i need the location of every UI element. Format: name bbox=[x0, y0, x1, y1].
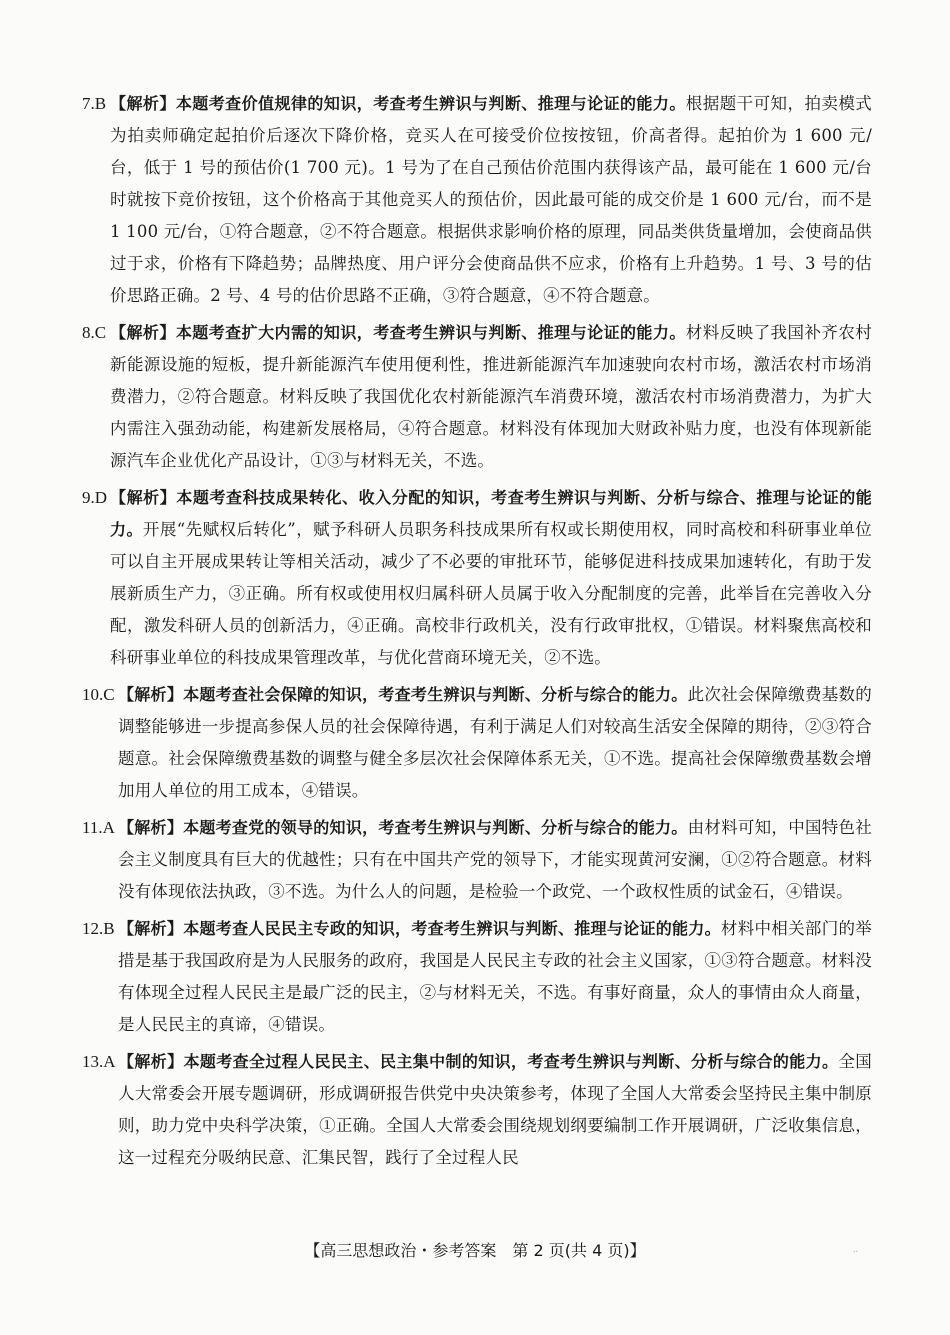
item-text: 此次社会保障缴费基数的调整能够进一步提高参保人员的社会保障待遇，有利于满足人们对较高生活安全保障的期待，②③符合题意。社会保障缴费基数的调整与健全多层次社会保障体系无关，①不选。提高社会保障缴费基数会增加用人单位的用工成本，④错误。 bbox=[118, 685, 872, 800]
item-number: 12.B bbox=[82, 919, 115, 938]
analysis-tag: 【解析】 bbox=[110, 94, 176, 113]
item-lead: 本题考查扩大内需的知识，考查考生辨识与判断、推理与论证的能力。 bbox=[175, 323, 686, 342]
item-text: 材料中相关部门的举措是基于我国政府是为人民服务的政府，我国是人民民主专政的社会主义国家，①③符合题意。材料没有体现全过程人民民主是最广泛的民主，②与材料无关，不选。有事好商量，众人的事情由众人商量，是人民民主的真谛，④错误。 bbox=[118, 919, 872, 1034]
item-number: 9.D bbox=[82, 488, 108, 507]
item-body bbox=[110, 482, 872, 674]
item-body bbox=[118, 913, 872, 1041]
page-footer: 【高三思想政治・参考答案 第 2 页(共 4 页)】 bbox=[304, 1241, 646, 1260]
item-text: 开展“先赋权后转化”，赋予科研人员职务科技成果所有权或长期使用权，同时高校和科研事业单位可以自主开展成果转让等相关活动，减少了不必要的审批环节，能够促进科技成果加速转化，有助于发展新质生产力，③正确。所有权或使用权归属科研人员属于收入分配制度的完善，此举旨在完善收入分配，激发科研人员的创新活力，④正确。高校非行政机关，没有行政审批权，①错误。材料聚焦高校和科研事业单位的科技成果管理改革，与优化营商环境无关，②不选。 bbox=[110, 520, 872, 667]
item-text: 全国人大常委会开展专题调研，形成调研报告供党中央决策参考，体现了全国人大常委会坚持民主集中制原则，助力党中央科学决策，①正确。全国人大常委会围绕规划纲要编制工作开展调研，广泛收集信息，这一过程充分吸纳民意、汇集民智，践行了全过程人民 bbox=[118, 1052, 872, 1167]
item-body bbox=[110, 88, 872, 312]
item-number: 8.C bbox=[82, 323, 107, 342]
item-lead: 本题考查人民民主专政的知识，考查考生辨识与判断、推理与论证的能力。 bbox=[183, 919, 721, 938]
item-lead: 本题考查党的领导的知识，考查考生辨识与判断、分析与综合的能力。 bbox=[183, 818, 688, 837]
answer-item-9 bbox=[82, 482, 872, 674]
item-body bbox=[118, 679, 872, 807]
item-body bbox=[110, 317, 872, 477]
item-lead: 本题考查科技成果转化、收入分配的知识，考查考生辨识与判断、分析与综合、推理与论证的能力。 bbox=[110, 488, 872, 539]
item-number: 7.B bbox=[82, 94, 107, 113]
analysis-tag: 【解析】 bbox=[118, 685, 184, 704]
item-body bbox=[118, 1046, 872, 1174]
analysis-tag: 【解析】 bbox=[110, 488, 177, 507]
analysis-tag: 【解析】 bbox=[110, 323, 176, 342]
answer-list bbox=[82, 88, 872, 1179]
answer-item-11 bbox=[82, 812, 872, 908]
answer-item-7 bbox=[82, 88, 872, 312]
item-text: 由材料可知，中国特色社会主义制度具有巨大的优越性；只有在中国共产党的领导下，才能实现黄河安澜，①②符合题意。材料没有体现依法执政，③不选。为什么人的问题，是检验一个政党、一个政权性质的试金石，④错误。 bbox=[118, 818, 872, 901]
item-text: 根据题干可知，拍卖模式为拍卖师确定起拍价后逐次下降价格，竞买人在可接受价位按按钮，价高者得。起拍价为 1 600 元/台，低于 1 号的预估价(1 700 元)。1 号为了在自己预估价范围内获得该产品，最可能在 1 600 元/台时就按下竞价按钮，这个价格高于其他竞买人的预估价，因此最可能的成交价是 1 600 元/台，而不是 1 100 元/台，①符合题意，②不符合题意。根据供求影响价格的原理，同品类供货量增加，会使商品供过于求，价格有下降趋势；品牌热度、用户评分会使商品供不应求，价格有上升趋势。1 号、3 号的估价思路正确。2 号、4 号的估价思路不正确，③符合题意，④不符合题意。 bbox=[110, 94, 873, 305]
item-body bbox=[118, 812, 872, 908]
answer-item-10 bbox=[82, 679, 872, 807]
item-number: 11.A bbox=[82, 818, 115, 837]
item-lead: 本题考查全过程人民民主、民主集中制的知识，考查考生辨识与判断、分析与综合的能力。 bbox=[183, 1052, 839, 1071]
analysis-tag: 【解析】 bbox=[118, 1052, 184, 1071]
item-number: 13.A bbox=[82, 1052, 116, 1071]
scan-mark-decoration: .. bbox=[853, 1245, 859, 1254]
answer-item-12 bbox=[82, 913, 872, 1041]
item-text: 材料反映了我国补齐农村新能源设施的短板，提升新能源汽车使用便利性，推进新能源汽车加速驶向农村市场，激活农村市场消费潜力，②符合题意。材料反映了我国优化农村新能源汽车消费环境，激活农村市场消费潜力，为扩大内需注入强劲动能，构建新发展格局，④符合题意。材料没有体现加大财政补贴力度，也没有体现新能源汽车企业优化产品设计，①③与材料无关，不选。 bbox=[110, 323, 873, 470]
analysis-tag: 【解析】 bbox=[118, 818, 184, 837]
item-lead: 本题考查价值规律的知识，考查考生辨识与判断、推理与论证的能力。 bbox=[175, 94, 686, 113]
item-number: 10.C bbox=[82, 685, 115, 704]
analysis-tag: 【解析】 bbox=[118, 919, 184, 938]
item-lead: 本题考查社会保障的知识，考查考生辨识与判断、分析与综合的能力。 bbox=[183, 685, 688, 704]
answer-item-8 bbox=[82, 317, 872, 477]
answer-item-13 bbox=[82, 1046, 872, 1174]
